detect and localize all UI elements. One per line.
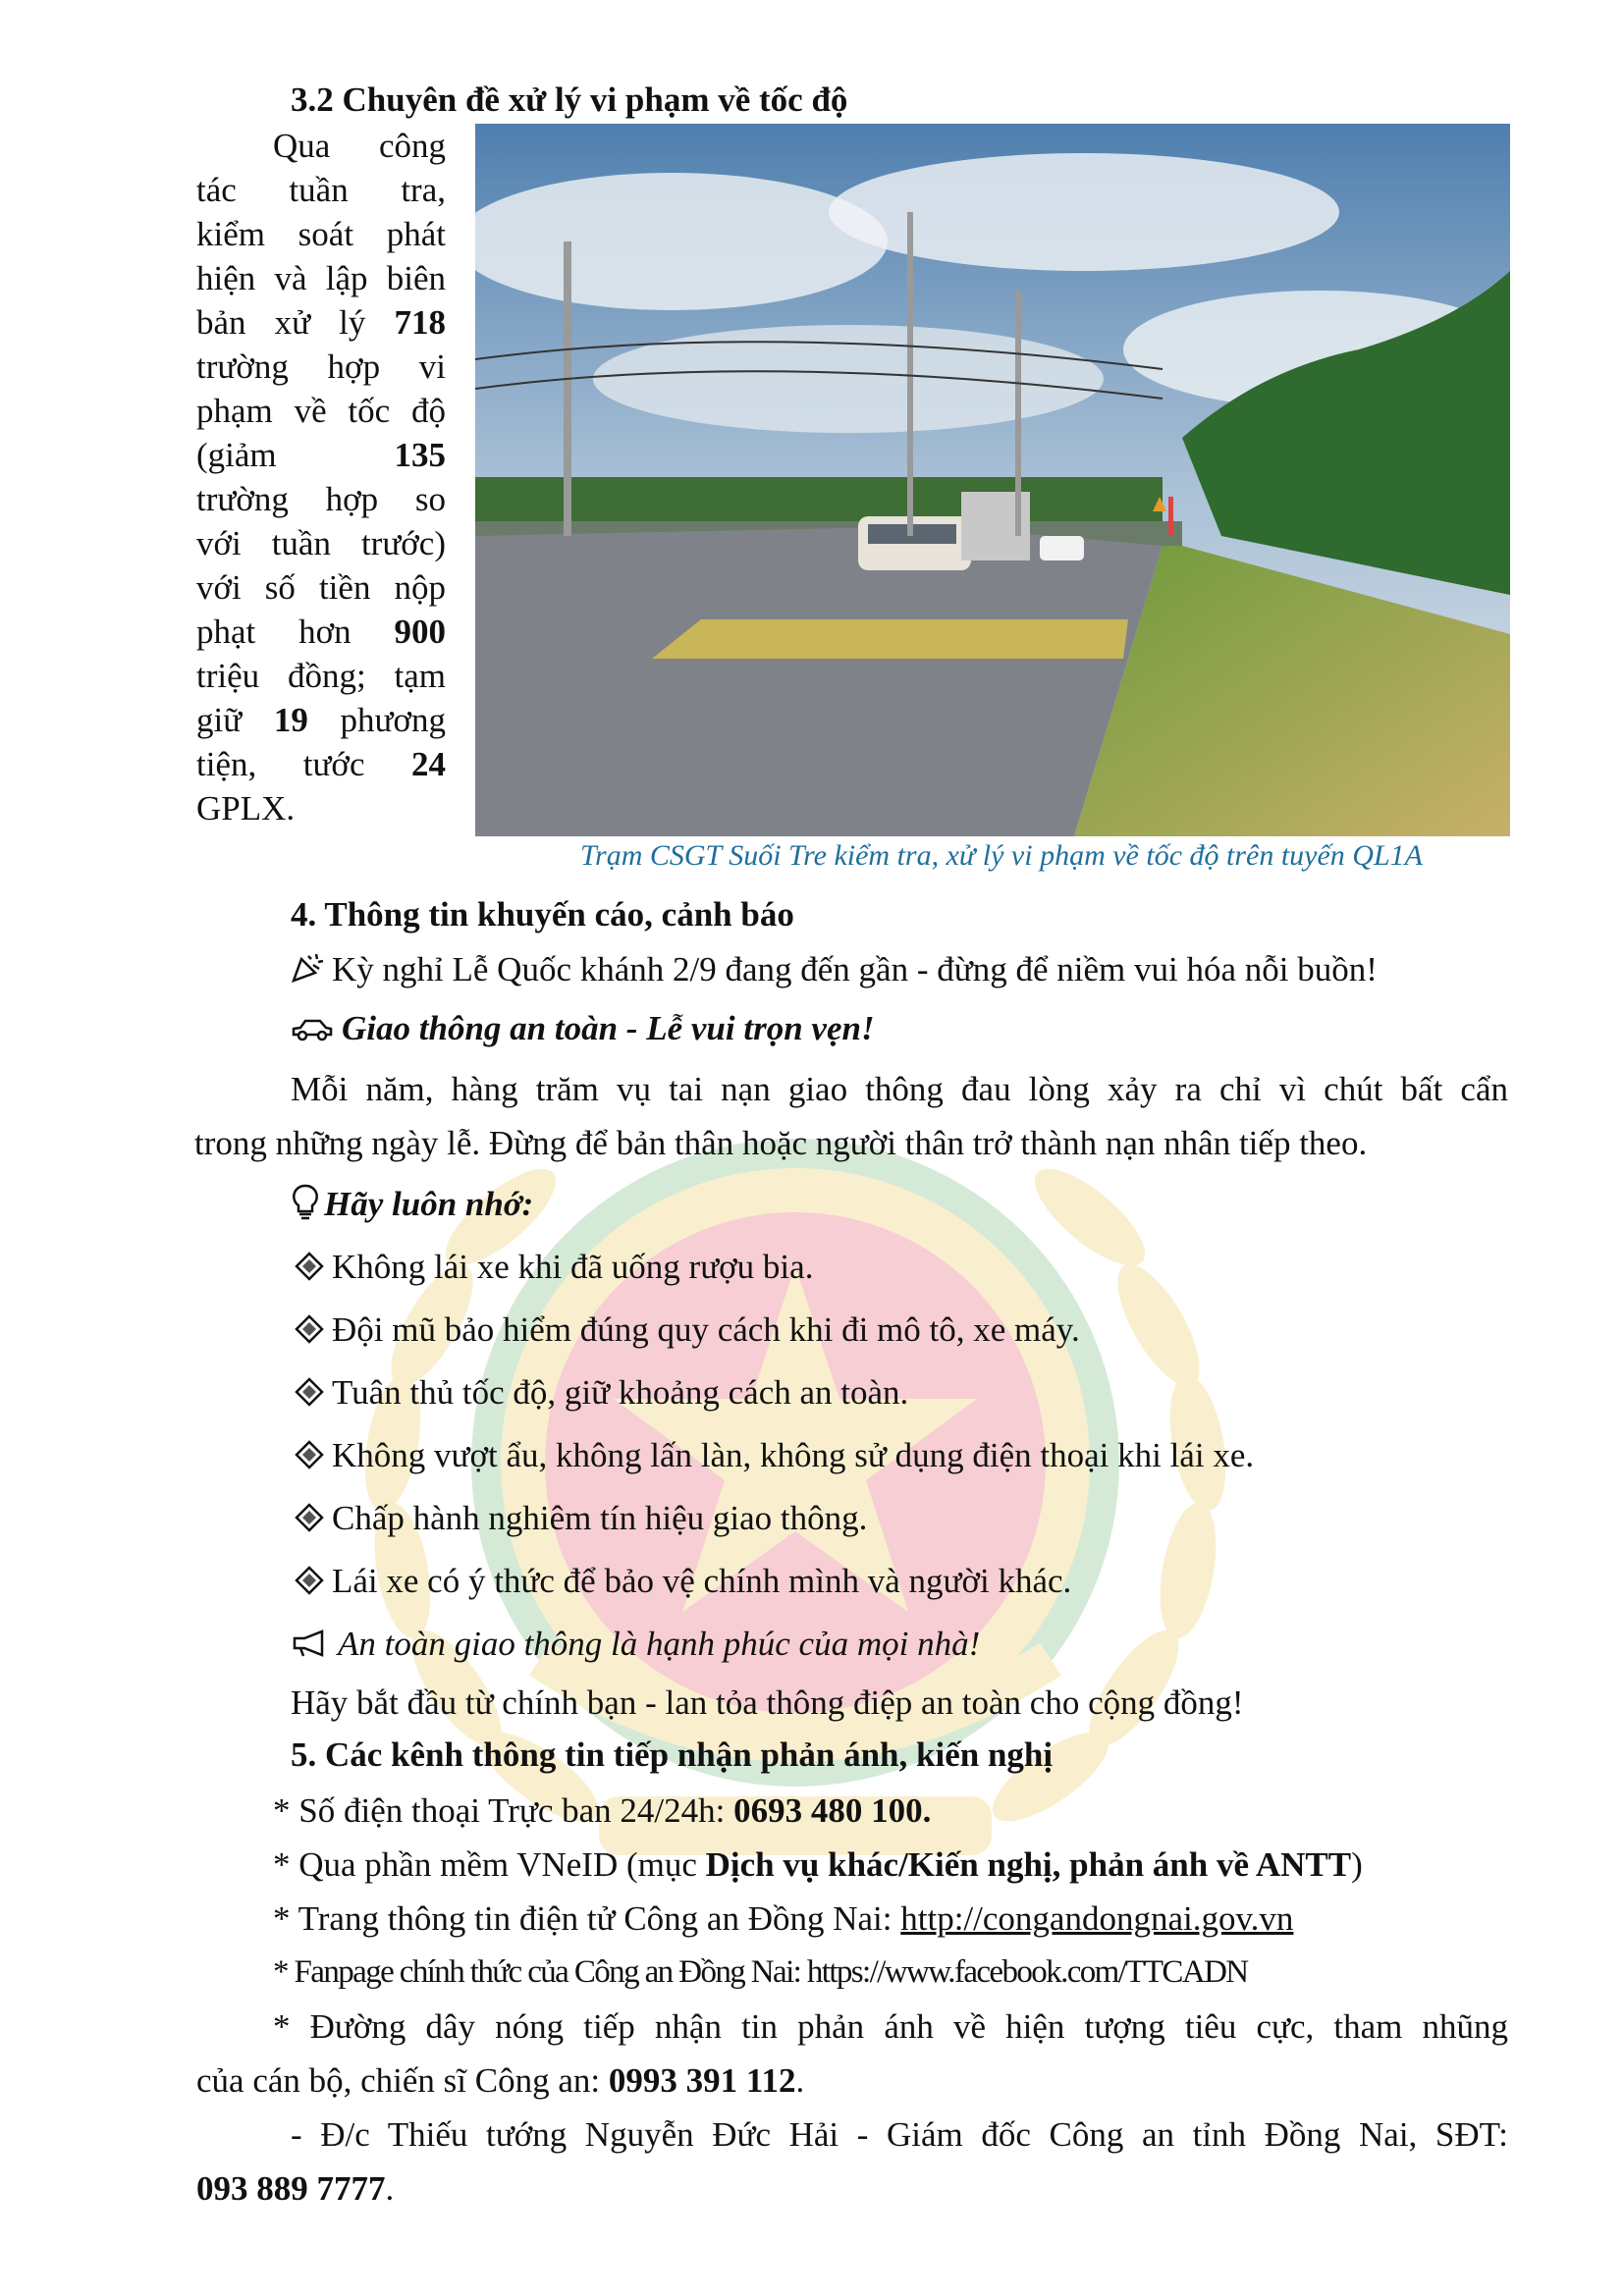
tip-item <box>295 1245 1254 1308</box>
website-link[interactable]: http://congandongnai.gov.vn <box>900 1899 1294 1938</box>
paragraph-line-2: trong những ngày lễ. Đừng để bản thân hoặc người thân trở thành nạn nhân tiếp theo. <box>194 1124 1368 1162</box>
diamond-bullet-icon <box>295 1373 324 1417</box>
lightbulb-icon <box>291 1183 320 1231</box>
section-3-2-line <box>196 521 446 565</box>
section-4-heading: 4. Thông tin khuyến cáo, cảnh báo <box>291 895 794 934</box>
tip-text: Lái xe có ý thức để bảo vệ chính mình và người khác. <box>332 1562 1072 1600</box>
section-3-2-line <box>196 565 446 610</box>
line-text: kiểm soát phát <box>196 215 446 253</box>
diamond-bullet-icon <box>295 1499 324 1543</box>
announcement-line <box>291 947 1378 994</box>
section-3-2-line <box>196 610 446 654</box>
line-text: hiện và lập biên <box>196 259 446 297</box>
tip-text: Đội mũ bảo hiểm đúng quy cách khi đi mô tô, xe máy. <box>332 1310 1080 1349</box>
highlight-number: 135 <box>394 436 446 474</box>
closing-slogan-text: An toàn giao thông là hạnh phúc của mọi nhà! <box>338 1625 981 1663</box>
closing-slogan-line <box>291 1622 980 1669</box>
corruption-hotline-line-1: * Đường dây nóng tiếp nhận tin phản ánh về hiện tượng tiêu cực, tham nhũng <box>273 2007 1508 2046</box>
line-text: bản xử lý <box>196 303 395 342</box>
duty-hotline-line <box>273 1789 931 1833</box>
section-3-2-line <box>196 742 446 786</box>
duty-hotline-label: * Số điện thoại Trực ban 24/24h: <box>273 1791 734 1830</box>
paragraph-line-1: Mỗi năm, hàng trăm vụ tai nạn giao thông đau lòng xảy ra chỉ vì chút bất cẩn <box>291 1070 1508 1108</box>
highlight-number: 24 <box>411 745 446 783</box>
diamond-bullet-icon <box>295 1436 324 1480</box>
line-text: với tuần trước) <box>196 524 446 562</box>
section-3-2-heading: 3.2 Chuyên đề xử lý vi phạm về tốc độ <box>291 80 848 119</box>
tip-item <box>295 1308 1254 1370</box>
highlight-number: 900 <box>394 613 446 651</box>
section-3-2-line <box>196 433 446 477</box>
tip-item <box>295 1370 1254 1433</box>
line-text: tác tuần tra, <box>196 171 446 209</box>
slogan-text: Giao thông an toàn - Lễ vui trọn vẹn! <box>342 1009 875 1047</box>
tip-text: Chấp hành nghiêm tín hiệu giao thông. <box>332 1499 868 1537</box>
line-text: giữ <box>196 701 274 739</box>
slogan-line <box>291 1006 875 1053</box>
section-5-heading: 5. Các kênh thông tin tiếp nhận phản ánh, kiến nghị <box>291 1735 1054 1774</box>
website-line <box>273 1896 1293 1941</box>
section-3-2-line <box>196 477 446 521</box>
road-checkpoint-photo <box>475 124 1510 836</box>
remember-title-line <box>291 1182 533 1231</box>
section-3-2-line <box>196 256 446 300</box>
section-3-2-line <box>196 212 446 256</box>
line-text: phạt hơn <box>196 613 395 651</box>
safety-tips-list <box>295 1245 1254 1622</box>
line-text: Qua công <box>273 127 446 165</box>
line-text: trường hợp vi <box>196 347 446 386</box>
vneid-suffix: ) <box>1351 1845 1363 1884</box>
photo-caption: Trạm CSGT Suối Tre kiểm tra, xử lý vi phạm về tốc độ trên tuyến QL1A <box>580 839 1423 872</box>
tip-item <box>295 1433 1254 1496</box>
line-text: trường hợp so <box>196 480 446 518</box>
diamond-bullet-icon <box>295 1562 324 1606</box>
section-3-2-line <box>196 168 446 212</box>
section-3-2-line <box>196 698 446 742</box>
vneid-prefix: * Qua phần mềm VNeID (mục <box>273 1845 706 1884</box>
corruption-hotline-number: 0993 391 112 <box>608 2061 796 2100</box>
fanpage-line: * Fanpage chính thức của Công an Đồng Nai: https://www.facebook.com/TTCADN <box>273 1954 1248 1990</box>
corruption-hotline-suffix: . <box>795 2061 805 2100</box>
line-text: (giảm <box>196 436 395 474</box>
diamond-bullet-icon <box>295 1248 324 1292</box>
duty-hotline-number: 0693 480 100. <box>733 1791 932 1830</box>
corruption-hotline-line-2 <box>196 2058 804 2103</box>
vneid-menu-path: Dịch vụ khác/Kiến nghị, phản ánh về ANTT <box>705 1845 1352 1884</box>
diamond-bullet-icon <box>295 1310 324 1355</box>
section-3-2-line <box>196 786 446 830</box>
tip-item <box>295 1496 1254 1559</box>
highlight-number: 19 <box>273 701 308 739</box>
line-text: phạm về tốc độ <box>196 392 446 430</box>
megaphone-icon <box>291 1625 330 1669</box>
tip-text: Không vượt ẩu, không lấn làn, không sử dụng điện thoại khi lái xe. <box>332 1436 1255 1474</box>
remember-title: Hãy luôn nhớ: <box>324 1185 534 1223</box>
line-text: GPLX. <box>196 789 296 828</box>
corruption-hotline-prefix: của cán bộ, chiến sĩ Công an: <box>196 2061 609 2100</box>
car-icon <box>291 1009 334 1053</box>
line-text: với số tiền nộp <box>196 568 446 607</box>
vneid-line <box>273 1842 1363 1887</box>
highlight-number: 718 <box>394 303 446 342</box>
section-3-2-line <box>196 124 446 168</box>
director-suffix: . <box>385 2169 395 2208</box>
confetti-icon <box>291 950 324 994</box>
tip-item <box>295 1559 1254 1622</box>
section-3-2-text <box>196 124 446 830</box>
line-text: phương <box>307 701 446 739</box>
director-line-2 <box>196 2166 394 2211</box>
section-3-2-line <box>196 300 446 345</box>
closing-line: Hãy bắt đầu từ chính bạn - lan tỏa thông điệp an toàn cho cộng đồng! <box>291 1683 1244 1722</box>
announcement-text: Kỳ nghỉ Lễ Quốc khánh 2/9 đang đến gần - đừng để niềm vui hóa nỗi buồn! <box>332 950 1378 988</box>
section-3-2-line <box>196 654 446 698</box>
section-3-2-line <box>196 345 446 389</box>
section-3-2-line <box>196 389 446 433</box>
website-label: * Trang thông tin điện tử Công an Đồng Nai: <box>273 1899 901 1938</box>
director-line-1: - Đ/c Thiếu tướng Nguyễn Đức Hải - Giám đốc Công an tỉnh Đồng Nai, SĐT: <box>291 2115 1508 2154</box>
tip-text: Không lái xe khi đã uống rượu bia. <box>332 1248 814 1286</box>
line-text: tiện, tước <box>196 745 411 783</box>
tip-text: Tuân thủ tốc độ, giữ khoảng cách an toàn. <box>332 1373 909 1412</box>
director-phone-number: 093 889 7777 <box>196 2169 386 2208</box>
line-text: triệu đồng; tạm <box>196 657 446 695</box>
